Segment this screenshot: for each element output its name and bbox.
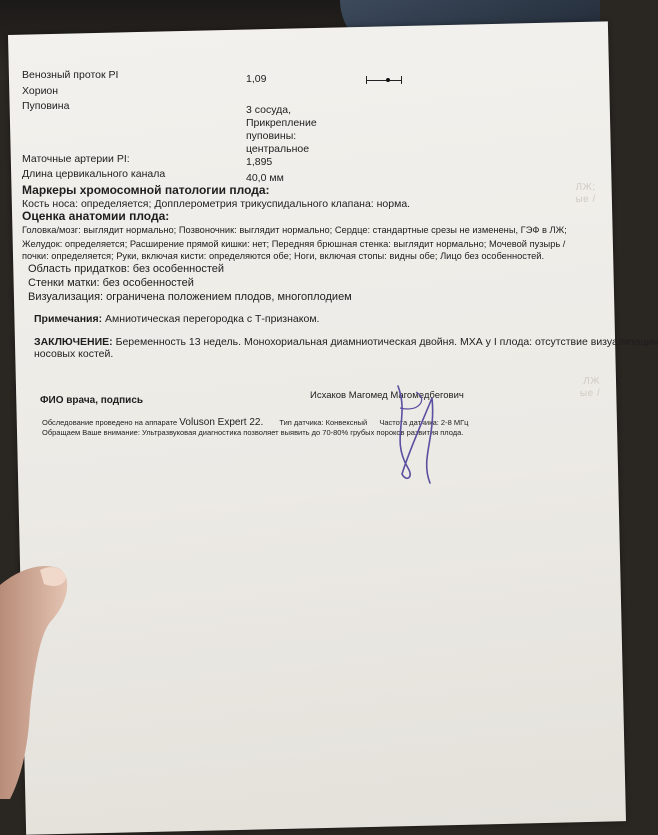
anatomy-heading: Оценка анатомии плода: [22, 209, 170, 223]
conclusion-line [34, 336, 658, 349]
doctor-label: ФИО врача, подпись [40, 395, 144, 406]
note-label: Примечания: [34, 313, 103, 325]
range-indicator-icon [366, 76, 402, 84]
show-through-text: ЛЖ [583, 375, 601, 388]
anatomy-line: почки: определяется; Руки, включая кисти: определяются обе; Ноги, включая стопы: видны обе; Лицо без особенностей. [22, 251, 545, 261]
measurement-value: Прикрепление [246, 117, 317, 129]
measurement-label: Длина цервикального канала [22, 168, 166, 180]
warning-line: Обращаем Ваше внимание: Ультразвуковая диагностика позволяет выявить до 70-80% грубых пороков развития плода. [42, 428, 464, 437]
markers-heading: Маркеры хромосомной патологии плода: [22, 183, 270, 197]
conclusion-text: Беременность 13 недель. Монохориальная диамниотическая двойня. МХА у I плода: отсутствие визуализации [115, 336, 658, 348]
show-through-text: ые / [579, 387, 601, 400]
measurement-value: 1,895 [246, 156, 273, 168]
conclusion-label: ЗАКЛЮЧЕНИЕ: [34, 336, 113, 348]
measurement-label: Маточные артерии PI: [22, 153, 130, 165]
measurement-value: центральное [246, 143, 310, 155]
uterine-wall-line: Стенки матки: без особенностей [28, 277, 194, 289]
equipment-text: Обследование проведено на аппарате [42, 418, 178, 427]
measurement-label: Хорион [22, 85, 59, 97]
markers-line: Кость носа: определяется; Допплерометрия трикуспидального клапана: норма. [22, 198, 411, 210]
measurement-value: 1,09 [246, 73, 267, 85]
doctor-name: Исхаков Магомед Магомедбегович [310, 390, 464, 401]
show-through-text: ЛЖ; [575, 181, 596, 194]
note-line [34, 313, 319, 326]
anatomy-line: Головка/мозг: выглядит нормально; Позвоночник: выглядит нормально; Сердце: стандартные срезы не изменены, ГЭФ в ЛЖ; [22, 225, 567, 235]
measurement-value: пуповины: [246, 130, 297, 142]
device-name: Voluson Expert 22. [179, 417, 264, 428]
measurement-value: 40,0 мм [246, 172, 284, 184]
sensor-type: Тип датчика: Конвексный [279, 418, 368, 427]
handwritten-signature [380, 378, 460, 488]
anatomy-line: Желудок: определяется; Расширение прямой кишки: нет; Передняя брюшная стенка: выглядит нормально; Мочевой пузырь / [22, 239, 566, 249]
adnexa-line: Область придатков: без особенностей [28, 263, 225, 275]
visualization-line: Визуализация: ограничена положением плодов, многоплодием [28, 291, 352, 303]
measurement-label: Пуповина [22, 100, 70, 112]
measurement-value: 3 сосуда, [246, 104, 291, 116]
measurement-label: Венозный проток PI [22, 69, 119, 81]
sensor-frequency: Частота датчика: 2-8 МГц [379, 418, 469, 427]
note-text: Амниотическая перегородка с Т-признаком. [105, 313, 320, 325]
conclusion-text-cont: носовых костей. [34, 348, 114, 360]
hand-holding-paper [0, 540, 90, 799]
show-through-text: ые / [575, 193, 597, 206]
